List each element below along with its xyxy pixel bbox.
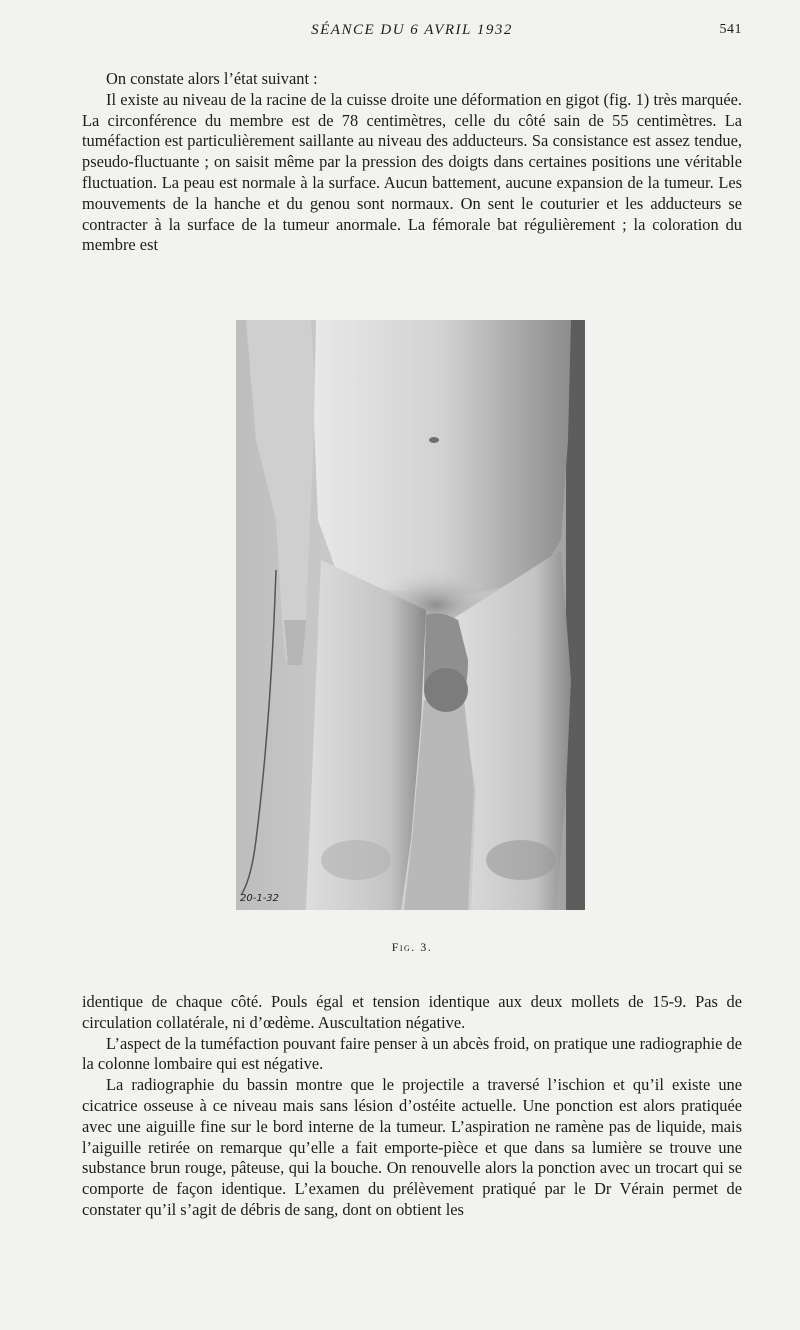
paragraph: L’aspect de la tuméfaction pouvant faire penser à un abcès froid, on pratique une radiographie de la colonne lombaire qui est négative. <box>82 1033 742 1074</box>
paragraph: La radiographie du bassin montre que le projectile a traversé l’ischion et qu’il existe une cicatrice osseuse à ce niveau mais sans lésion d’ostéite actuelle. Une ponction est alors pratiquée avec une aiguille fine sur le bord interne de la tumeur. L’aspiration ne ramène pas de liquide, mais l’aiguille retirée on remarque qu’elle a fait emporte-pièce et que dans sa lumière se trouve une substance brun rouge, pâteuse, qui la bouche. On renouvelle alors la ponction avec un trocart qui se comporte de façon identique. L’examen du prélèvement pratiqué par le Dr Vérain permet de constater qu’il s’agit de débris de sang, dont on obtient les <box>82 1075 742 1219</box>
photograph-illustration <box>236 320 585 910</box>
running-head <box>82 22 742 44</box>
text-block-top <box>82 69 742 256</box>
paragraph: Il existe au niveau de la racine de la cuisse droite une déformation en gigot (fig. 1) très marquée. La circonférence du membre est de 78 centimètres, celle du côté sain de 55 centimètres. La tuméfaction est particulièrement saillante au niveau des adducteurs. Sa consistance est assez tendue, pseudo-fluctuante ; on saisit même par la pression des doigts dans certaines positions une véritable fluctuation. La peau est normale à la surface. Aucun battement, aucune expansion de la tumeur. Les mouvements de la hanche et du genou sont normaux. On sent le couturier et les adducteurs se contracter à la surface de la tumeur anormale. La fémorale bat régulièrement ; la coloration du membre est <box>82 89 742 255</box>
figure-caption: Fig. 3. <box>391 940 433 954</box>
text-block-bottom <box>82 992 742 1221</box>
clinical-photograph <box>236 320 585 910</box>
paragraph: On constate alors l’état suivant : <box>106 69 318 88</box>
page-number: 541 <box>719 22 742 37</box>
running-title: SÉANCE DU 6 AVRIL 1932 <box>311 22 513 38</box>
plate-mark: 20-1-32 <box>240 893 280 904</box>
paragraph: identique de chaque côté. Pouls égal et tension identique aux deux mollets de 15-9. Pas de circulation collatérale, ni d’œdème. Auscultation négative. <box>82 992 742 1032</box>
